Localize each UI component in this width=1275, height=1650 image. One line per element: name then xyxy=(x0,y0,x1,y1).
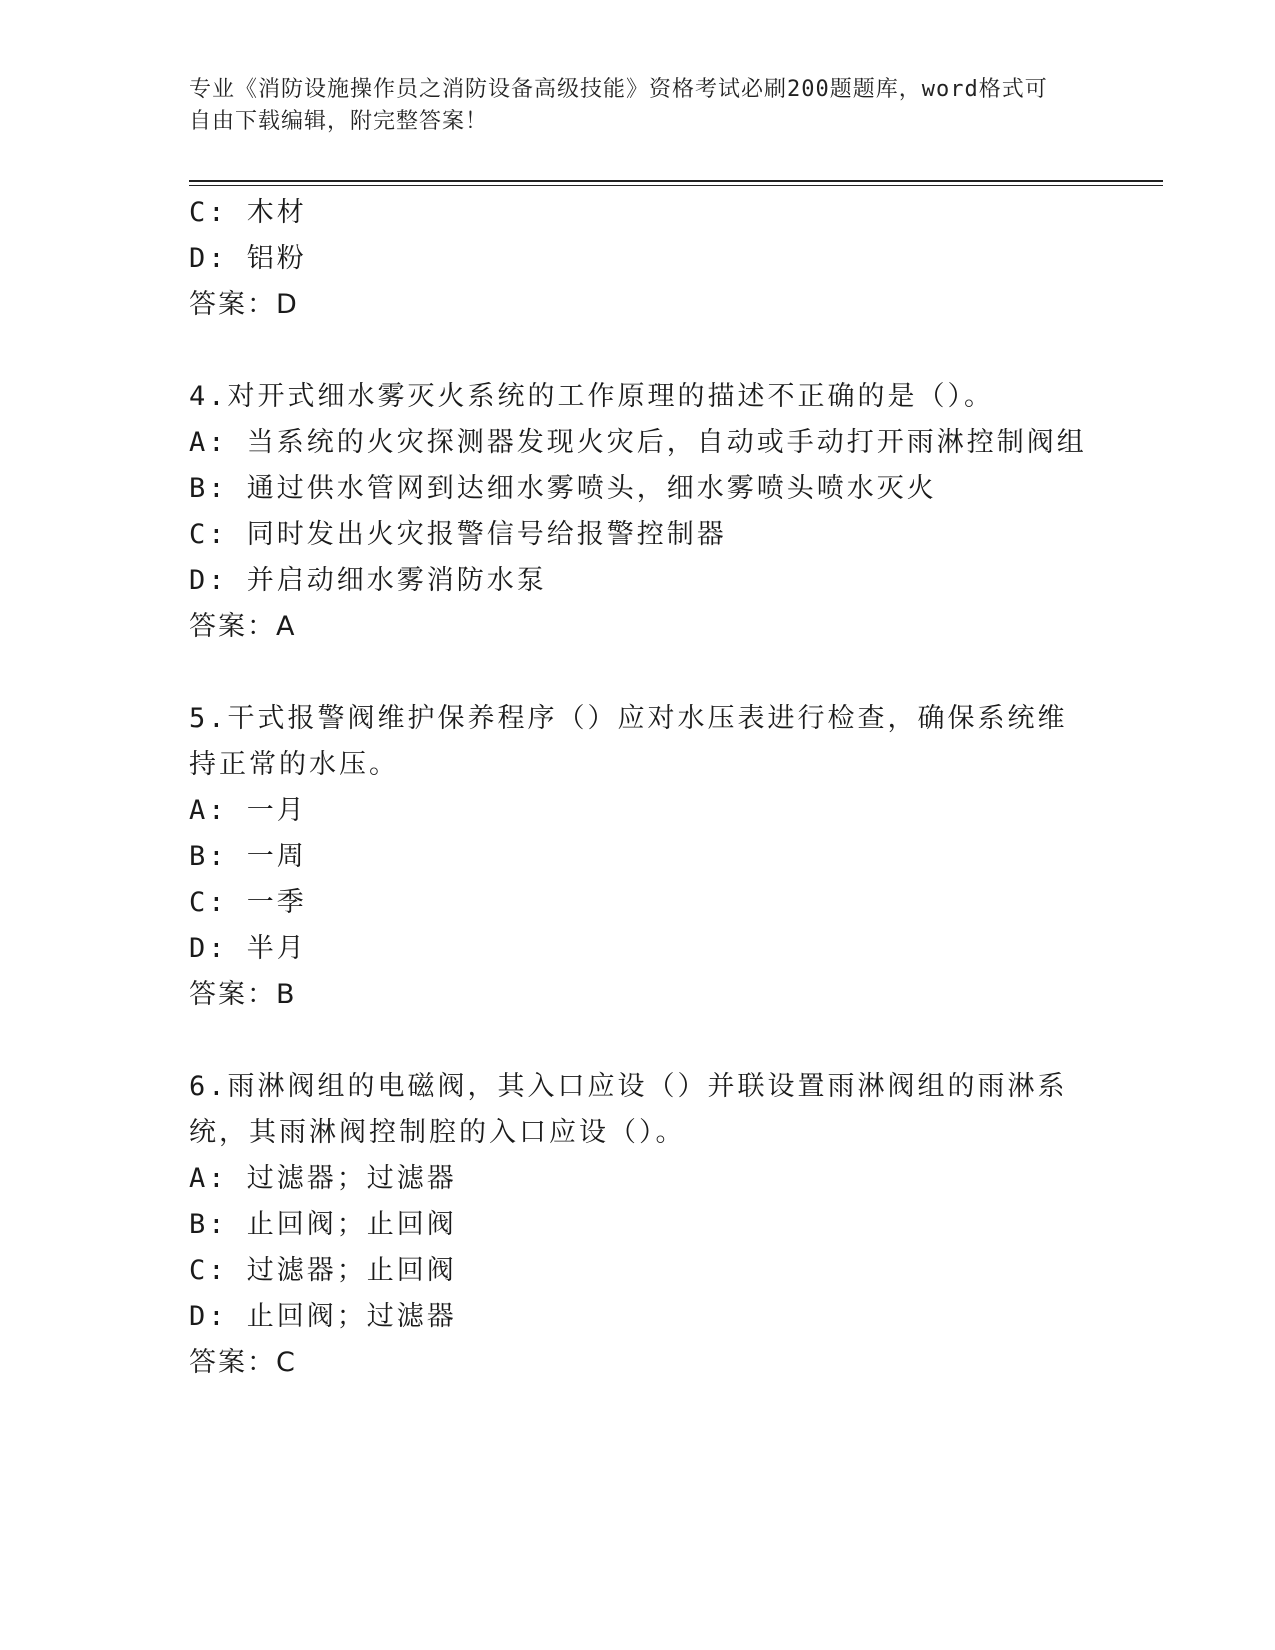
option-a: A: 过滤器；过滤器 xyxy=(189,1163,457,1194)
option-d: D: 铝粉 xyxy=(189,243,307,274)
question-6 xyxy=(189,1064,1089,1386)
option-c: C: 一季 xyxy=(189,887,307,918)
option-d: D: 并启动细水雾消防水泵 xyxy=(189,565,547,596)
answer-line: 答案：C xyxy=(189,1347,297,1378)
question-stem: 5.干式报警阀维护保养程序（）应对水压表进行检查，确保系统维持正常的水压。 xyxy=(189,703,1068,780)
question-stem: 6.雨淋阀组的电磁阀，其入口应设（）并联设置雨淋阀组的雨淋系统，其雨淋阀控制腔的入口应设（）。 xyxy=(189,1071,1068,1148)
header-divider-thin xyxy=(189,185,1163,186)
option-c: C: 过滤器；止回阀 xyxy=(189,1255,457,1286)
option-a: A: 当系统的火灾探测器发现火灾后，自动或手动打开雨淋控制阀组 xyxy=(189,427,1087,458)
answer-line: 答案：B xyxy=(189,979,297,1010)
spacer xyxy=(189,328,1089,374)
option-d: D: 半月 xyxy=(189,933,307,964)
option-d: D: 止回阀；过滤器 xyxy=(189,1301,457,1332)
document-header: 专业《消防设施操作员之消防设备高级技能》资格考试必刷200题题库，word格式可自由下载编辑，附完整答案！ xyxy=(189,77,1048,134)
spacer xyxy=(189,650,1089,696)
question-5 xyxy=(189,696,1089,1018)
question-4 xyxy=(189,374,1089,650)
answer-line: 答案：D xyxy=(189,289,299,320)
question-3-tail xyxy=(189,190,1089,328)
option-c: C: 同时发出火灾报警信号给报警控制器 xyxy=(189,519,727,550)
question-content xyxy=(189,190,1089,1386)
answer-line: 答案：A xyxy=(189,611,297,642)
option-c: C: 木材 xyxy=(189,197,307,228)
option-b: B: 通过供水管网到达细水雾喷头，细水雾喷头喷水灭火 xyxy=(189,473,937,504)
spacer xyxy=(189,1018,1089,1064)
option-b: B: 止回阀；止回阀 xyxy=(189,1209,457,1240)
option-b: B: 一周 xyxy=(189,841,307,872)
option-a: A: 一月 xyxy=(189,795,307,826)
question-stem: 4.对开式细水雾灭火系统的工作原理的描述不正确的是（）。 xyxy=(189,381,995,412)
header-divider-thick xyxy=(189,180,1163,182)
